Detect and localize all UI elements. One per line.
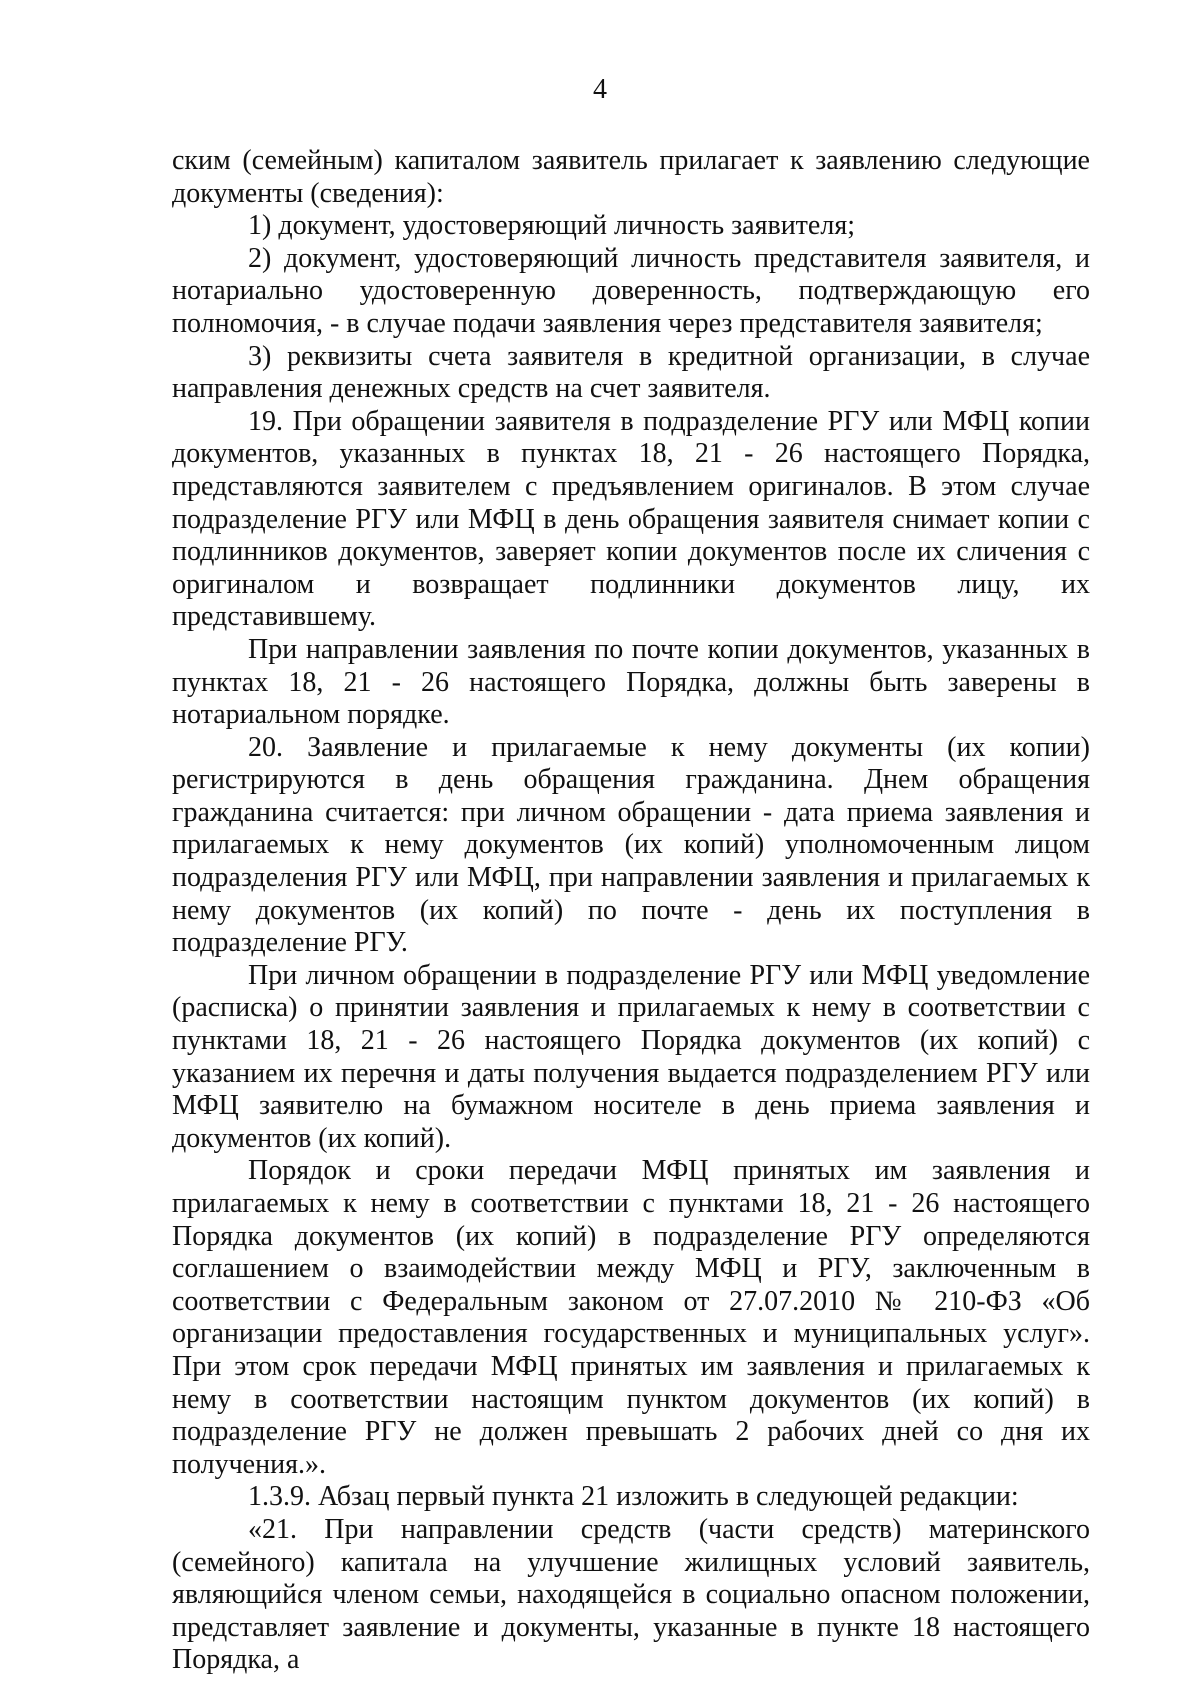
list-item-2: 2) документ, удостоверяющий личность представителя заявителя, и нотариально удостоверенную доверенность, подтверждающую его полномочия, - в случае подачи заявления через представителя заявителя;	[172, 242, 1090, 339]
paragraph-continuation: ским (семейным) капиталом заявитель прилагает к заявлению следующие документы (сведения):	[172, 145, 1090, 209]
document-body	[172, 145, 1090, 1677]
paragraph-19: 19. При обращении заявителя в подразделение РГУ или МФЦ копии документов, указанных в пунктах 18, 21 - 26 настоящего Порядка, представляются заявителем с предъявлением оригиналов. В этом случае подразделение РГУ или МФЦ в день обращения заявителя снимает копии с подлинников документов, заверяет копии документов после их сличения с оригиналом и возвращает подлинники документов лицу, их представившему.	[172, 405, 1090, 633]
paragraph-19-mail: При направлении заявления по почте копии документов, указанных в пунктах 18, 21 - 26 настоящего Порядка, должны быть заверены в нотариальном порядке.	[172, 633, 1090, 731]
page-number: 4	[593, 74, 607, 105]
paragraph-21: «21. При направлении средств (части средств) материнского (семейного) капитала на улучшение жилищных условий заявитель, являющийся членом семьи, находящейся в социально опасном положении, представляет заявление и документы, указанные в пункте 18 настоящего Порядка, а	[172, 1513, 1090, 1676]
list-item-1: 1) документ, удостоверяющий личность заявителя;	[248, 210, 855, 242]
paragraph-1-3-9: 1.3.9. Абзац первый пункта 21 изложить в следующей редакции:	[248, 1481, 1019, 1513]
paragraph-20-transfer: Порядок и сроки передачи МФЦ принятых им заявления и прилагаемых к нему в соответствии с пунктами 18, 21 - 26 настоящего Порядка документов (их копий) в подразделение РГУ определяются соглашением о взаимодействии между МФЦ и РГУ, заключенным в соответствии с Федеральным законом от 27.07.2010 № 210-ФЗ «Об организации предоставления государственных и муниципальных услуг». При этом срок передачи МФЦ принятых им заявления и прилагаемых к нему в соответствии настоящим пунктом документов (их копий) в подразделение РГУ не должен превышать 2 рабочих дней со дня их получения.».	[172, 1155, 1090, 1480]
list-item-3: 3) реквизиты счета заявителя в кредитной организации, в случае направления денежных средств на счет заявителя.	[172, 340, 1090, 405]
paragraph-20-receipt: При личном обращении в подразделение РГУ или МФЦ уведомление (расписка) о принятии заявления и прилагаемых к нему в соответствии с пунктами 18, 21 - 26 настоящего Порядка документов (их копий) с указанием их перечня и даты получения выдается подразделением РГУ или МФЦ заявителю на бумажном носителе в день приема заявления и документов (их копий).	[172, 959, 1090, 1154]
paragraph-20: 20. Заявление и прилагаемые к нему документы (их копии) регистрируются в день обращения гражданина. Днем обращения гражданина считается: при личном обращении - дата приема заявления и прилагаемых к нему документов (их копий) уполномоченным лицом подразделения РГУ или МФЦ, при направлении заявления и прилагаемых к нему документов (их копий) по почте - день их поступления в подразделение РГУ.	[172, 731, 1090, 959]
